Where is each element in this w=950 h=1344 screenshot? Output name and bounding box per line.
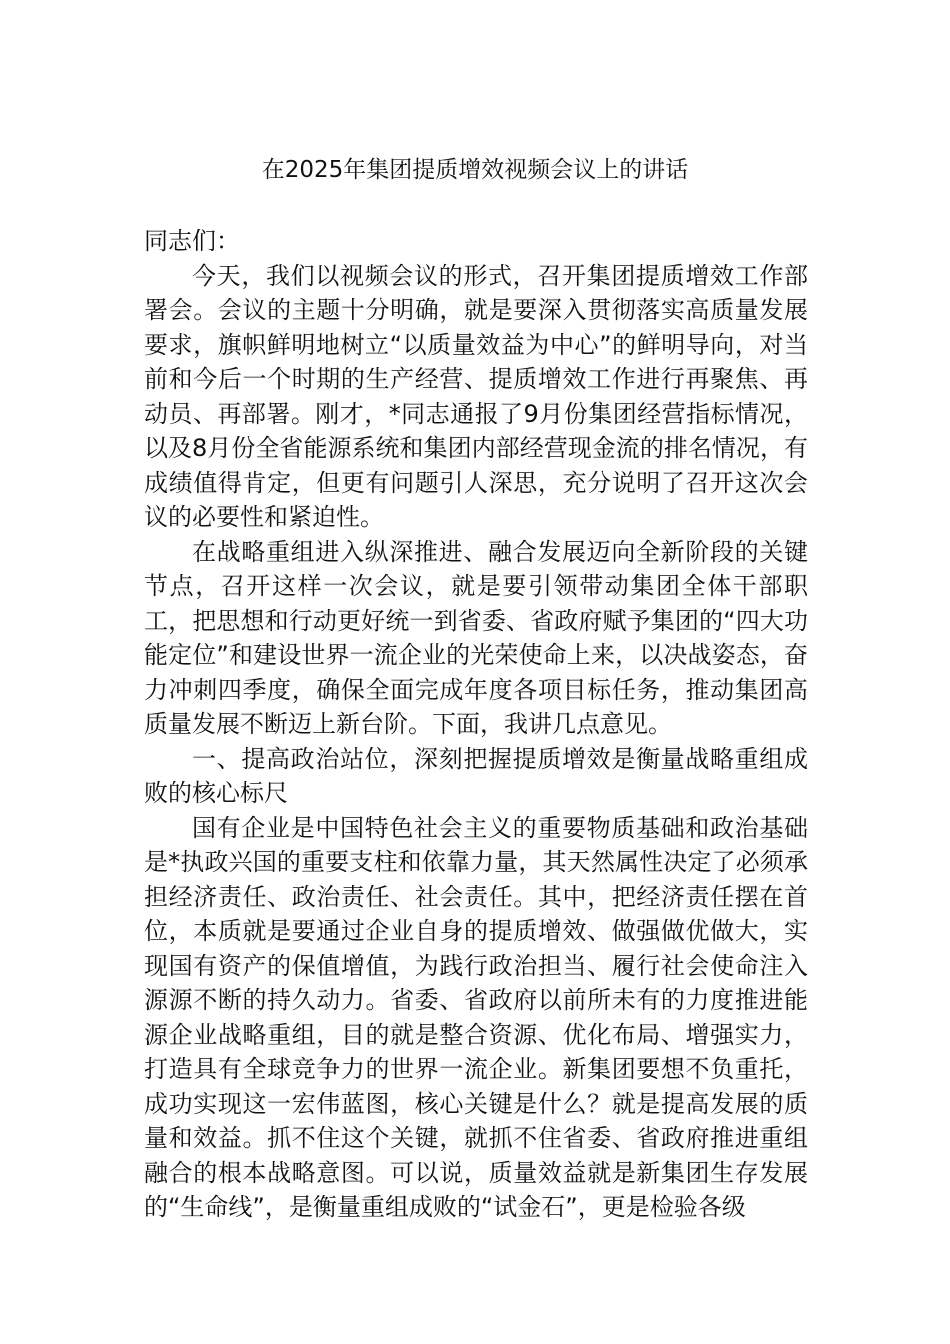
- document-title: 在2025年集团提质增效视频会议上的讲话: [261, 157, 689, 183]
- paragraph-section-1: 国有企业是中国特色社会主义的重要物质基础和政治基础是*执政兴国的重要支柱和依靠力量，其天然属性决定了必须承担经济责任、政治责任、社会责任。其中，把经济责任摆在首位，本质就是要通过企业自身的提质增效、做强做优做大，实现国有资产的保值增值，为践行政治担当、履行社会使命注入源源不断的持久动力。省委、省政府以前所未有的力度推进能源企业战略重组，目的就是整合资源、优化布局、增强实力，打造具有全球竞争力的世界一流企业。新集团要想不负重托，成功实现这一宏伟蓝图，核心关键是什么？就是提高发展的质量和效益。抓不住这个关键，就抓不住省委、省政府推进重组融合的根本战略意图。可以说，质量效益就是新集团生存发展的“生命线”，是衡量重组成败的“试金石”，更是检验各级: [144, 813, 808, 1221]
- paragraph-purpose: 在战略重组进入纵深推进、融合发展迈向全新阶段的关键节点，召开这样一次会议，就是要引领带动集团全体干部职工，把思想和行动更好统一到省委、省政府赋予集团的“四大功能定位”和建设世界一流企业的光荣使命上来，以决战姿态，奋力冲刺四季度，确保全面完成年度各项目标任务，推动集团高质量发展不断迈上新台阶。下面，我讲几点意见。: [144, 537, 808, 738]
- salutation: 同志们：: [144, 227, 240, 255]
- document-body: [144, 224, 808, 1225]
- paragraph-opening: 今天，我们以视频会议的形式，召开集团提质增效工作部署会。会议的主题十分明确，就是要深入贯彻落实高质量发展要求，旗帜鲜明地树立“以质量效益为中心”的鲜明导向，对当前和今后一个时期的生产经营、提质增效工作进行再聚焦、再动员、再部署。刚才，*同志通报了9月份集团经营指标情况，以及8月份全省能源系统和集团内部经营现金流的排名情况，有成绩值得肯定，但更有问题引人深思，充分说明了召开这次会议的必要性和紧迫性。: [144, 261, 808, 531]
- section-heading-1: 一、提高政治站位，深刻把握提质增效是衡量战略重组成败的核心标尺: [144, 744, 808, 807]
